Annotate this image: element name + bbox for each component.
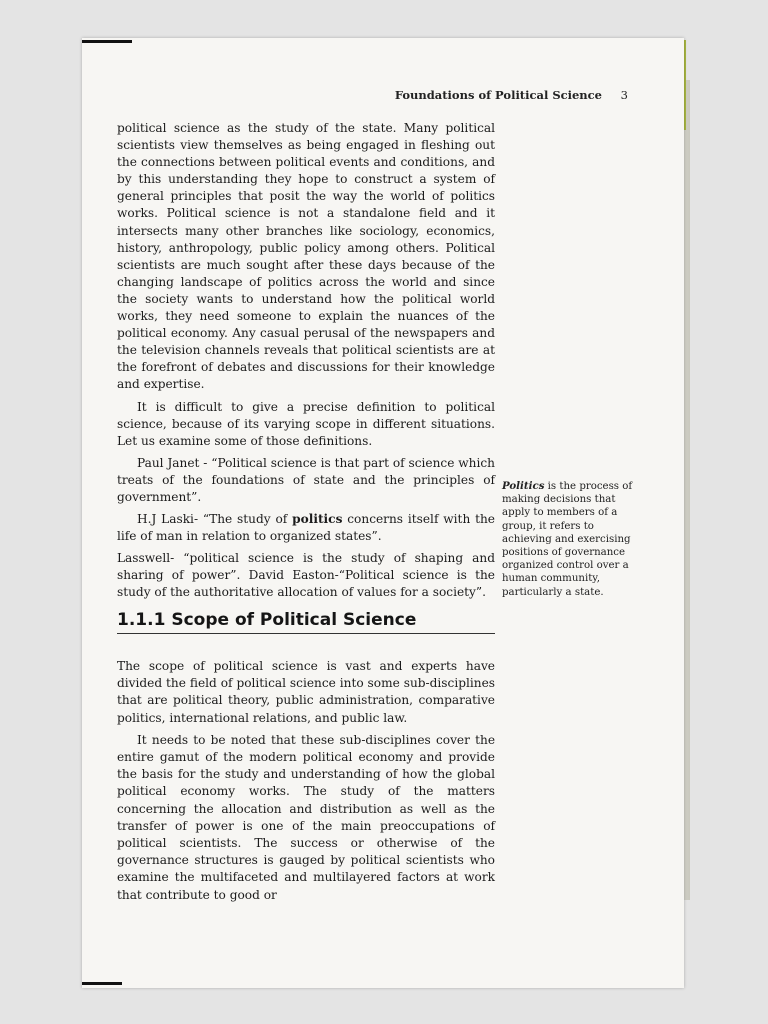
laski-text-pre: H.J Laski- “The study of: [137, 512, 293, 527]
laski-term-politics: politics: [292, 512, 343, 527]
paragraph-scope: The scope of political science is vast and experts have divided the field of political science into some sub-disciplines that are political theory, public administration, comparative politics, international relations, and public law.: [117, 659, 495, 725]
laski-text-post: concerns itself with the life of man in relation to organized states”.: [117, 512, 495, 544]
margin-note-term: Politics: [502, 480, 545, 492]
paragraph-subdisciplines: It needs to be noted that these sub-disciplines cover the entire gamut of the modern political economy and provide the basis for the study and understanding of how the global political economy works. The study of the matters concerning the allocation and distribution as well as the transfer of power is one of the main preoccupations of political scientists. The success or otherwise of the governance structures is gauged by political scientists who examine the multifaceted and multilayered factors at work that contribute to good or: [117, 732, 495, 902]
margin-note: [502, 480, 642, 599]
definition-laski: [117, 511, 495, 545]
definition-paul-janet: Paul Janet - “Political science is that part of science which treats of the foundations of state and the principles of government”.: [117, 455, 495, 504]
crop-mark-top: [82, 40, 132, 43]
page-number: 3: [620, 88, 628, 102]
crop-mark-bottom: [82, 982, 122, 985]
section-heading: 1.1.1 Scope of Political Science: [117, 610, 495, 634]
margin-note-text: is the process of making decisions that apply to members of a group, it refers to achieving and exercising positions of governance organized control over a human community, particularly a state.: [502, 481, 633, 598]
main-text: [117, 120, 495, 602]
paragraph-intro: political science as the study of the state. Many political scientists view themselves as being engaged in fleshing out the connections between political events and conditions, and by this understanding they hope to construct a system of general principles that posit the way the world of politics works. Political science is not a standalone field and it intersects many other branches like sociology, economics, history, anthropology, public policy among others. Political scientists are much sought after these days because of the changing landscape of politics across the world and since the society wants to understand how the political world works, they need someone to explain the nuances of the political economy. Any casual perusal of the newspapers and the television channels reveals that political scientists are at the forefront of debates and discussions for their knowledge and expertise.: [117, 121, 495, 392]
definition-lasswell-easton: Lasswell- “political science is the study of shaping and sharing of power”. David Easton-“Political science is the study of the authoritative allocation of values for a society”.: [117, 551, 495, 600]
book-page: [82, 38, 684, 988]
paragraph-definitions-intro: It is difficult to give a precise definition to political science, because of its varying scope in different situations. Let us examine some of those definitions.: [117, 399, 495, 448]
running-title: Foundations of Political Science: [394, 88, 602, 102]
section-text: [117, 658, 495, 904]
